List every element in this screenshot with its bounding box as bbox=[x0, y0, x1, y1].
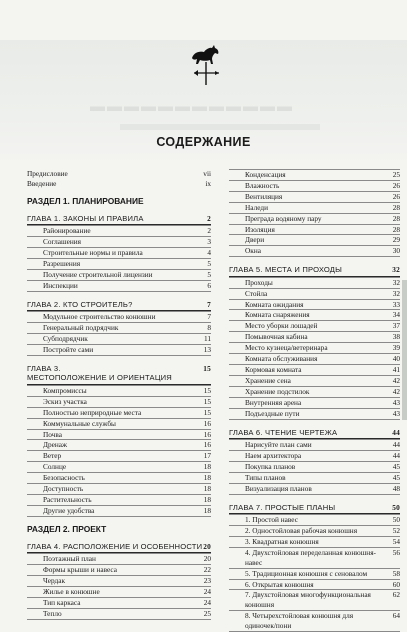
toc-entry[interactable]: Нарисуйте план сами 44 bbox=[245, 440, 400, 450]
toc-entry[interactable]: 6. Открытая конюшня 60 bbox=[229, 579, 400, 590]
toc-entry[interactable]: Тип каркаса 24 bbox=[27, 597, 211, 608]
page-title: СОДЕРЖАНИЕ bbox=[156, 135, 251, 149]
toc-entry[interactable]: Получение строительной лицензии 5 bbox=[27, 269, 211, 280]
weathervane-horse-icon bbox=[188, 42, 224, 86]
toc-entry[interactable]: Типы планов 45 bbox=[229, 472, 400, 483]
chapter-heading[interactable]: ГЛАВА 7. ПРОСТЫЕ ПЛАНЫ 50 bbox=[229, 503, 400, 515]
toc-entry[interactable]: Полностью неприродные места 15 bbox=[27, 407, 211, 418]
toc-entry[interactable]: Тепло 25 bbox=[27, 608, 211, 619]
toc-entry[interactable]: Вентиляция 26 bbox=[229, 191, 400, 202]
chapter-entries bbox=[229, 169, 400, 257]
chapter-heading[interactable]: ГЛАВА 4. РАСПОЛОЖЕНИЕ И ОСОБЕННОСТИ 20 bbox=[27, 542, 211, 554]
toc-left-column bbox=[27, 169, 211, 620]
toc-entry[interactable]: 5. Традиционная конюшня с сеновалом 58 bbox=[229, 568, 400, 579]
toc-entry[interactable]: Генеральный подрядчик 8 bbox=[27, 322, 211, 333]
toc-entry[interactable]: Жилье в конюшне 24 bbox=[27, 586, 211, 597]
chapter-entries bbox=[229, 514, 400, 632]
chapter-entries bbox=[27, 311, 211, 356]
toc-entry[interactable]: Комната снаряжения 34 bbox=[229, 309, 400, 320]
toc-entry[interactable]: Влажность 26 bbox=[229, 180, 400, 191]
part-heading: РАЗДЕЛ 1. ПЛАНИРОВАНИЕ bbox=[27, 195, 144, 206]
toc-entry[interactable]: Покупка планов 45 bbox=[229, 461, 400, 472]
toc-entry[interactable]: Хранение сена 42 bbox=[229, 375, 400, 386]
toc-entry[interactable]: 3. Квадратная конюшня 54 bbox=[229, 536, 400, 547]
toc-entry[interactable]: Преграда водяному пару 28 bbox=[229, 213, 400, 224]
toc-entry[interactable]: Строительные нормы и правила 4 bbox=[27, 247, 211, 258]
toc-entry[interactable]: Кормовая комната 41 bbox=[229, 364, 400, 375]
toc-entry[interactable]: Наледи 28 bbox=[229, 202, 400, 213]
toc-entry[interactable]: Помывочная кабина 38 bbox=[229, 331, 400, 342]
toc-entry[interactable]: Разрешения 5 bbox=[27, 258, 211, 269]
toc-entry[interactable]: Коммунальные службы 16 bbox=[27, 418, 211, 429]
chapter-entries bbox=[27, 553, 211, 619]
chapter-heading[interactable]: ГЛАВА 2. КТО СТРОИТЕЛЬ? 7 bbox=[27, 300, 211, 312]
chapter-entries bbox=[27, 385, 211, 517]
toc-entry[interactable]: Визуализация планов 48 bbox=[229, 483, 400, 494]
toc-entry[interactable]: Предисловие vii bbox=[27, 169, 211, 178]
faint-background-band bbox=[120, 124, 320, 130]
faint-background-graphic: ▬▬▬▬▬▬▬▬▬▬▬▬ bbox=[90, 98, 294, 115]
toc-entry[interactable]: Комната ожидания 33 bbox=[229, 299, 400, 310]
chapter-entries bbox=[229, 439, 400, 495]
toc-entry[interactable]: Место уборки лошадей 37 bbox=[229, 320, 400, 331]
toc-entry[interactable]: Безопасность 18 bbox=[27, 472, 211, 483]
toc-entry[interactable]: Формы крыши и навеса 22 bbox=[27, 564, 211, 575]
page-edge-shadow bbox=[402, 280, 407, 420]
toc-entry[interactable]: Модульное строительство конюшни 7 bbox=[43, 312, 211, 322]
toc-entry[interactable]: Подъездные пути 43 bbox=[229, 408, 400, 419]
toc-entry[interactable]: 7. Двухстойловая многофункциональная конюшня 62 bbox=[229, 589, 400, 610]
toc-entry[interactable]: Наем архитектора 44 bbox=[229, 450, 400, 461]
chapter-heading[interactable]: ГЛАВА 3. МЕСТОПОЛОЖЕНИЕ И ОРИЕНТАЦИЯ 15 bbox=[27, 364, 211, 385]
toc-entry[interactable]: Дренаж 16 bbox=[27, 439, 211, 450]
toc-entry[interactable]: Растительность 18 bbox=[27, 494, 211, 505]
toc-entry[interactable]: Субподрядчик 11 bbox=[27, 333, 211, 344]
toc-entry[interactable]: Окна 30 bbox=[229, 245, 400, 256]
toc-entry[interactable]: 2. Одностойловая рабочая конюшня 52 bbox=[229, 525, 400, 536]
toc-entry[interactable]: Проходы 32 bbox=[245, 277, 400, 287]
toc-entry[interactable]: Поэтажный план 20 bbox=[43, 554, 211, 564]
chapter-entries bbox=[27, 225, 211, 291]
toc-entry[interactable]: Эскиз участка 15 bbox=[27, 396, 211, 407]
toc-entry[interactable]: Двери 29 bbox=[229, 234, 400, 245]
toc-entry[interactable]: Почва 16 bbox=[27, 429, 211, 440]
toc-entry[interactable]: Комната обслуживания 40 bbox=[229, 353, 400, 364]
toc-entry[interactable]: Введение ix bbox=[27, 178, 211, 188]
chapter-heading[interactable]: ГЛАВА 5. МЕСТА И ПРОХОДЫ 32 bbox=[229, 265, 400, 277]
toc-entry[interactable]: 4. Двухстойловая переделанная конюшня-навес 56 bbox=[229, 547, 400, 568]
toc-entry[interactable]: Инспекции 6 bbox=[27, 280, 211, 291]
toc-entry[interactable]: Место кузнеца/ветеринара 39 bbox=[229, 342, 400, 353]
chapter-entries bbox=[229, 277, 400, 420]
toc-entry[interactable]: Постройте сами 13 bbox=[27, 344, 211, 355]
chapter-heading[interactable]: ГЛАВА 6. ЧТЕНИЕ ЧЕРТЕЖА 44 bbox=[229, 428, 400, 440]
toc-entry[interactable]: Стойла 32 bbox=[229, 288, 400, 299]
chapter-heading[interactable]: ГЛАВА 1. ЗАКОНЫ И ПРАВИЛА 2 bbox=[27, 214, 211, 226]
toc-right-column bbox=[229, 169, 400, 632]
toc-entry[interactable]: 1. Простой навес 50 bbox=[245, 515, 400, 525]
toc-entry[interactable]: Изоляция 28 bbox=[229, 224, 400, 235]
toc-entry[interactable]: Компромиссы 15 bbox=[43, 385, 211, 395]
toc-entry[interactable]: Внутренняя арена 43 bbox=[229, 397, 400, 408]
toc-entry[interactable]: Районирование 2 bbox=[43, 226, 211, 236]
part-heading: РАЗДЕЛ 2. ПРОЕКТ bbox=[27, 523, 107, 534]
toc-entry[interactable]: Ветер 17 bbox=[27, 450, 211, 461]
toc-entry[interactable]: Другие удобства 18 bbox=[27, 505, 211, 516]
toc-entry[interactable]: 8. Четырехстойловая конюшня для одиночек/пони 64 bbox=[229, 610, 400, 631]
toc-entry[interactable]: Хранение подстилок 42 bbox=[229, 386, 400, 397]
toc-entry[interactable]: Чердак 23 bbox=[27, 575, 211, 586]
toc-entry[interactable]: Доступность 18 bbox=[27, 483, 211, 494]
toc-entry[interactable]: Соглашения 3 bbox=[27, 236, 211, 247]
toc-entry[interactable]: Конденсация 25 bbox=[245, 170, 400, 179]
toc-entry[interactable]: Солнце 18 bbox=[27, 461, 211, 472]
